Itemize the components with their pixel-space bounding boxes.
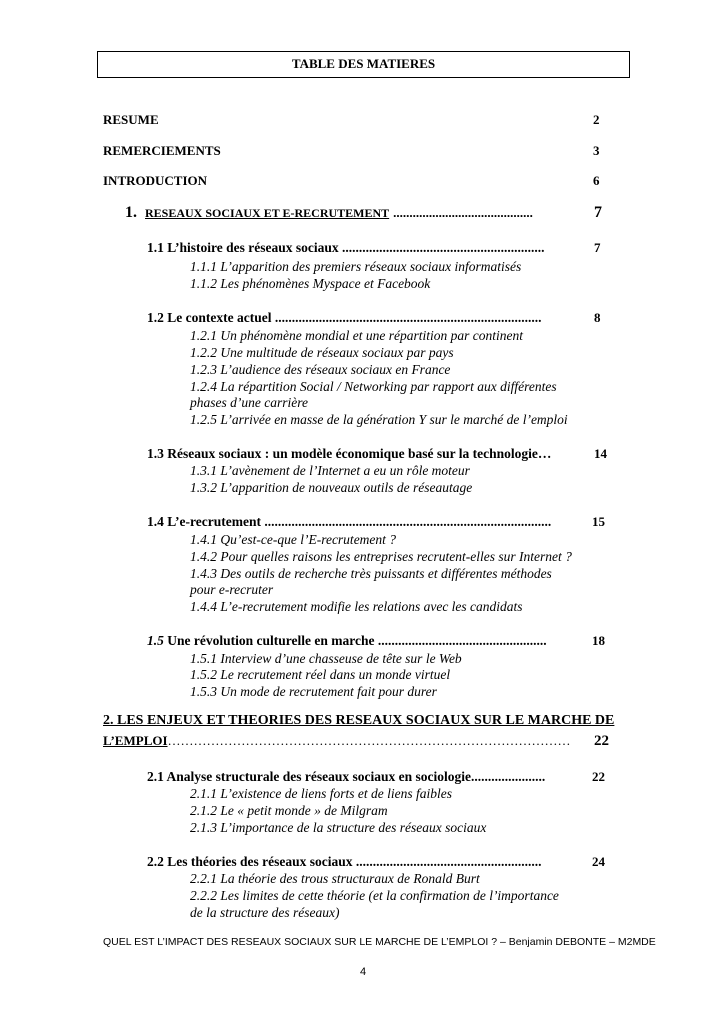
toc-subsection[interactable]: 1.4.3 Des outils de recherche très puissants et différentes méthodes	[190, 566, 552, 581]
toc-section-2-1[interactable]	[147, 769, 545, 785]
toc-page: 3	[593, 143, 600, 158]
toc-subsection[interactable]: 1.5.3 Un mode de recrutement fait pour durer	[190, 684, 437, 699]
toc-subsection[interactable]: 1.4.4 L’e-recrutement modifie les relations avec les candidats	[190, 599, 523, 614]
toc-entry-remerciements[interactable]: REMERCIEMENTS	[103, 143, 221, 158]
toc-part-1[interactable]	[125, 204, 533, 222]
toc-subsection[interactable]: 1.5.2 Le recrutement réel dans un monde virtuel	[190, 667, 451, 682]
leader-dots: ...........................................	[393, 205, 533, 220]
leader-dots: ...............................................................................	[274, 310, 542, 325]
toc-part-2-line1[interactable]: 2. LES ENJEUX ET THEORIES DES RESEAUX SOCIAUX SUR LE MARCHE DE	[103, 713, 615, 728]
toc-section-1-4[interactable]	[147, 514, 551, 530]
toc-entry-introduction[interactable]: INTRODUCTION	[103, 173, 208, 188]
toc-subsection[interactable]: 1.2.4 La répartition Social / Networking par rapport aux différentes	[190, 379, 557, 394]
part-number: 1.	[125, 204, 137, 221]
toc-subsection[interactable]: 2.1.2 Le « petit monde » de Milgram	[190, 803, 388, 818]
toc-subsection[interactable]: 1.2.3 L’audience des réseaux sociaux en France	[190, 362, 451, 377]
toc-part-2-line2[interactable]	[103, 733, 571, 749]
toc-section-1-2[interactable]	[147, 310, 541, 326]
leader-dots: .......................................................	[355, 854, 542, 869]
toc-subsection[interactable]: 1.2.5 L’arrivée en masse de la génération Y sur le marché de l’emploi	[190, 412, 568, 427]
toc-page: 7	[594, 240, 601, 255]
toc-page: 24	[592, 854, 605, 869]
page-number: 4	[360, 966, 367, 978]
toc-subsection[interactable]: 1.3.2 L’apparition de nouveaux outils de réseautage	[190, 480, 473, 495]
toc-page: 18	[592, 633, 605, 648]
toc-subsection[interactable]: 1.1.1 L’apparition des premiers réseaux sociaux informatisés	[190, 259, 522, 274]
toc-subsection[interactable]: 1.1.2 Les phénomènes Myspace et Facebook	[190, 276, 431, 291]
toc-subsection[interactable]: 2.2.1 La théorie des trous structuraux de Ronald Burt	[190, 871, 480, 886]
section-label: 2.2 Les théories des réseaux sociaux	[147, 854, 353, 869]
toc-title: TABLE DES MATIERES	[97, 51, 630, 78]
toc-entry-resume[interactable]: RESUME	[103, 112, 159, 127]
leader-dots: ......................	[470, 769, 546, 784]
toc-subsection-cont[interactable]: phases d’une carrière	[190, 395, 308, 410]
toc-page: 15	[592, 514, 605, 529]
toc-page: 22	[592, 769, 605, 784]
toc-section-2-2[interactable]	[147, 854, 541, 870]
toc-section-1-3[interactable]: 1.3 Réseaux sociaux : un modèle économique basé sur la technologie…	[147, 446, 552, 461]
toc-page: 8	[594, 310, 601, 325]
toc-page: 7	[594, 204, 602, 221]
section-label: 1.4 L’e-recrutement	[147, 514, 261, 529]
toc-page: 22	[594, 733, 609, 749]
page-footer: QUEL EST L’IMPACT DES RESEAUX SOCIAUX SUR LE MARCHE DE L’EMPLOI ? – Benjamin DEBONTE – M2MDE	[103, 936, 656, 948]
leader-dots: .....................................................................................	[264, 514, 552, 529]
toc-subsection[interactable]: 2.1.1 L’existence de liens forts et de liens faibles	[190, 786, 452, 801]
toc-subsection[interactable]: 1.2.2 Une multitude de réseaux sociaux par pays	[190, 345, 454, 360]
toc-subsection[interactable]: 1.3.1 L’avènement de l’Internet a eu un rôle moteur	[190, 463, 470, 478]
toc-section-1-5[interactable]	[147, 633, 547, 649]
section-number: 1.5	[147, 633, 164, 648]
section-label: Une révolution culturelle en marche	[167, 633, 375, 648]
toc-subsection[interactable]: 2.2.2 Les limites de cette théorie (et la confirmation de l’importance	[190, 888, 559, 903]
section-label: 2.1 Analyse structurale des réseaux sociaux en sociologie	[147, 769, 471, 784]
toc-page: 6	[593, 173, 600, 188]
toc-section-1-1[interactable]	[147, 240, 545, 256]
toc-page: 14	[594, 446, 607, 461]
section-label: 1.1 L’histoire des réseaux sociaux	[147, 240, 339, 255]
toc-subsection[interactable]: 1.4.2 Pour quelles raisons les entreprises recrutent-elles sur Internet ?	[190, 549, 572, 564]
part-label: L’EMPLOI	[103, 733, 168, 748]
leader-dots: ..................................................	[377, 633, 547, 648]
toc-subsection[interactable]: 1.4.1 Qu’est-ce-que l’E-recrutement ?	[190, 532, 397, 547]
toc-subsection[interactable]: 1.5.1 Interview d’une chasseuse de tête sur le Web	[190, 651, 462, 666]
leader-dots: ............................................................	[342, 240, 545, 255]
toc-subsection-cont[interactable]: pour e-recruter	[190, 582, 274, 597]
toc-subsection[interactable]: 1.2.1 Un phénomène mondial et une répartition par continent	[190, 328, 523, 343]
toc-subsection[interactable]: 2.1.3 L’importance de la structure des réseaux sociaux	[190, 820, 487, 835]
toc-subsection-cont[interactable]: de la structure des réseaux)	[190, 905, 340, 920]
section-label: 1.2 Le contexte actuel	[147, 310, 272, 325]
leader-dots: …………………………………………………………………………………	[167, 733, 571, 748]
toc-page: 2	[593, 112, 600, 127]
part-label: RESEAUX SOCIAUX ET E-RECRUTEMENT	[145, 206, 390, 220]
